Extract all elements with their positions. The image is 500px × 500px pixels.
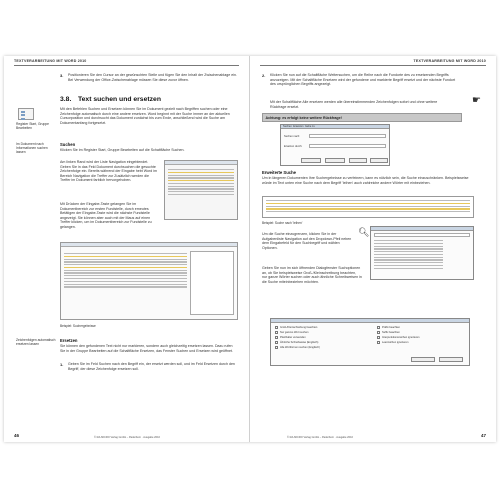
step-text: Positionieren Sie den Cursor an der gewünschten Stelle und fügen Sie den Inhalt der Zwischenablage ein. Bei Verwendung der Office-Zwischenablage müssen Sie diese zuvor öffnen. [68, 73, 238, 82]
step-number: 1. [60, 362, 64, 367]
option-checkbox[interactable] [275, 346, 278, 349]
navigation-text: Am linken Rand wird der Liste Navigation eingeblendet. Geben Sie in das Feld Dokument durchsuchen die gesuchte Zeichenfolge ein. Bereits während der Eingabe hebt Word im Bereich Navigation die Treffer zur Zusätzlich werden die Treffer im Dokument farblich hervorgehoben. [60, 160, 158, 183]
side-group-label: Register Start, Gruppe Bearbeiten [16, 122, 49, 131]
find-field[interactable] [309, 134, 386, 138]
dialog-button[interactable] [349, 158, 367, 163]
dialog-button[interactable] [411, 357, 435, 362]
option-checkbox[interactable] [377, 326, 380, 329]
screenshot-caption: Beispiel: Suche nach 'leihen' [262, 221, 303, 225]
dialog-button[interactable] [325, 158, 345, 163]
dialog-tab[interactable]: Ersetzen [293, 125, 304, 128]
page-number-left: 46 [14, 433, 20, 438]
book-spread [4, 56, 496, 442]
option-checkbox[interactable] [275, 341, 278, 344]
side-note-search: Im Dokument nach Informationen suchen lassen [16, 142, 48, 155]
option-checkbox[interactable] [275, 331, 278, 334]
replace-field[interactable] [309, 144, 386, 148]
edit-group-icon [18, 108, 34, 120]
step-text: Klicken Sie nun auf die Schaltfläche Weitersuchen, um die Reihe nach die Fundorte des zu ersetzenden Begriffs anzuzeigen. Mit der Schaltfläche Ersetzen wird der gefundene und markierte Begriff ersetzt und der nächste Fundort des ursprünglichen Begriffs angezeigt. [270, 73, 456, 87]
option-checkbox[interactable] [377, 336, 380, 339]
warning-note: Achtung: es erfolgt keine weitere Rückfrage! [262, 113, 462, 122]
option-label: Präfix beachten [382, 326, 401, 329]
footer-copyright-right: © RA-MICRO Verlag GmbH – Paderborn · Ausgabe 2010 [287, 435, 353, 439]
option-label: Interpunktionszeichen ignorieren [382, 336, 420, 339]
option-label: Nur ganzes Wort suchen [280, 331, 309, 334]
option-label: Ähnliche Schreibweise (Englisch) [280, 341, 319, 344]
option-checkbox[interactable] [275, 336, 278, 339]
step-text: Geben Sie im Feld Suchen nach den Begriff ein, der ersetzt werden soll, und im Feld Ersetzen durch den Begriff, der diese Zeichenfolge ersetzen soll. [68, 362, 235, 371]
section-title: Text suchen und ersetzen [78, 96, 161, 103]
page-header-left: TEXTVERARBEITUNG MIT WORD 2010 [14, 59, 87, 63]
dialog-tab[interactable]: Suchen [283, 125, 292, 128]
pointing-hand-icon: ☛ [472, 95, 481, 106]
step-number: 3. [60, 73, 64, 78]
step-text-followup: Mit der Schaltfläche Alle ersetzen werden alle übereinstimmenden Zeichenfolgen sofort und ohne weitere Rückfrage ersetzt. [270, 100, 438, 109]
dialog-button[interactable] [370, 158, 388, 163]
search-field[interactable] [374, 233, 470, 237]
subheading-suchen: Suchen [60, 142, 76, 147]
page-header-right: TEXTVERARBEITUNG MIT WORD 2010 [413, 59, 486, 63]
option-checkbox[interactable] [377, 331, 380, 334]
leihen-example-screenshot [262, 196, 474, 218]
option-label: Leerzeichen ignorieren [382, 341, 409, 344]
section-number: 3.8. [60, 96, 72, 103]
navigation-options-screenshot [370, 226, 474, 280]
option-checkbox[interactable] [275, 326, 278, 329]
narrow-search-text: Um die Suche einzugrenzen, klicken Sie in der Aufgabenliste Navigation auf den Dropdown-Pfeil neben dem Eingabefeld für den Suchbegriff und wählen Optionen. [262, 232, 352, 250]
magnifier-icon: 🔍︎ [358, 227, 370, 237]
search-options-dialog [270, 318, 470, 366]
screenshot-caption: Beispiel: Suchergebnisse [60, 324, 96, 328]
option-label: Alle Wortformen suchen (Englisch) [280, 346, 320, 349]
page-number-right: 47 [480, 433, 486, 438]
search-results-screenshot [60, 242, 238, 320]
dialog-button[interactable] [301, 158, 321, 163]
replace-label: Ersetzen durch: [284, 145, 303, 148]
option-label: Groß-/Kleinschreibung beachten [280, 326, 318, 329]
option-checkbox[interactable] [377, 341, 380, 344]
side-note-replace: Zeichenfolgen automatisch ersetzen lassen [16, 338, 56, 347]
subheading-erweiterte-suche: Erweiterte Suche [262, 170, 296, 175]
dialog-button[interactable] [439, 357, 463, 362]
dialog-tab[interactable]: Gehe zu [304, 125, 315, 128]
intro-text: Mit den Befehlen Suchen und Ersetzen können Sie im Dokument gezielt nach Begriffen suchen oder eine Zeichenfolge automatisch durch eine andere ersetzen. Word beginnt mit der Suche immer an der aktuellen Cursorposition und durchsucht das Dokument zunächst bis zum Ende, anschließend wird die Suche am Dokumentanfang fortgesetzt. [60, 107, 230, 125]
option-label: Suffix beachten [382, 331, 400, 334]
ersetzen-text: Sie können den gefundenen Text nicht nur markieren, sondern auch gleichzeitig ersetzen lassen. Dazu rufen Sie in der Gruppe Bearbeiten auf die Schaltfläche Ersetzen, das Fenster Suchen und Ersetzen wird geöffnet. [60, 344, 233, 353]
enter-key-text: Mit Drücken der Eingabe-Taste gelangen Sie im Dokumentbereich zur ersten Fundstelle, durch erneutes Betätigen der Eingabe-Taste wird die nächste Fundstelle angezeigt. Sie können aber auch mit der Maus auf einen Treffer klicken, um im Dokumentbereich zur Fundstelle zu gelangen. [60, 202, 152, 229]
suchen-text: Klicken Sie im Register Start, Gruppe Bearbeiten auf die Schaltfläche Suchen. [60, 148, 185, 152]
header-rule [14, 65, 239, 66]
option-label: Platzhalter verwenden [280, 336, 306, 339]
header-rule [260, 65, 486, 66]
search-options-text: Geben Sie nun im sich öffnenden Dialogfenster Suchoptionen an, ob Sie beispielsweise Groß-/Kleinschreibung beachten, nur ganze Wörter suchen oder auch ähnliche Schreibweisen in die Suche miteinbeziehen möchten. [262, 266, 362, 284]
footer-copyright-left: © RA-MICRO Verlag GmbH – Paderborn · Ausgabe 2010 [94, 435, 160, 439]
left-page [4, 56, 250, 442]
navigation-pane-screenshot [164, 160, 238, 220]
find-replace-dialog [280, 124, 390, 166]
step-number: 2. [262, 73, 266, 78]
subheading-ersetzen: Ersetzen [60, 338, 78, 343]
erweiterte-suche-text: Um in längeren Dokumenten Ihre Suchergebnisse zu verfeinern, kann es nützlich sein, die Suche einzuschränken. Beispielsweise würde im Text unten eine Suche nach dem Begriff 'leihen' auch zahlreiche andere Wörter mit einbeziehen. [262, 176, 469, 185]
right-page [250, 56, 496, 442]
find-label: Suchen nach: [284, 135, 300, 138]
